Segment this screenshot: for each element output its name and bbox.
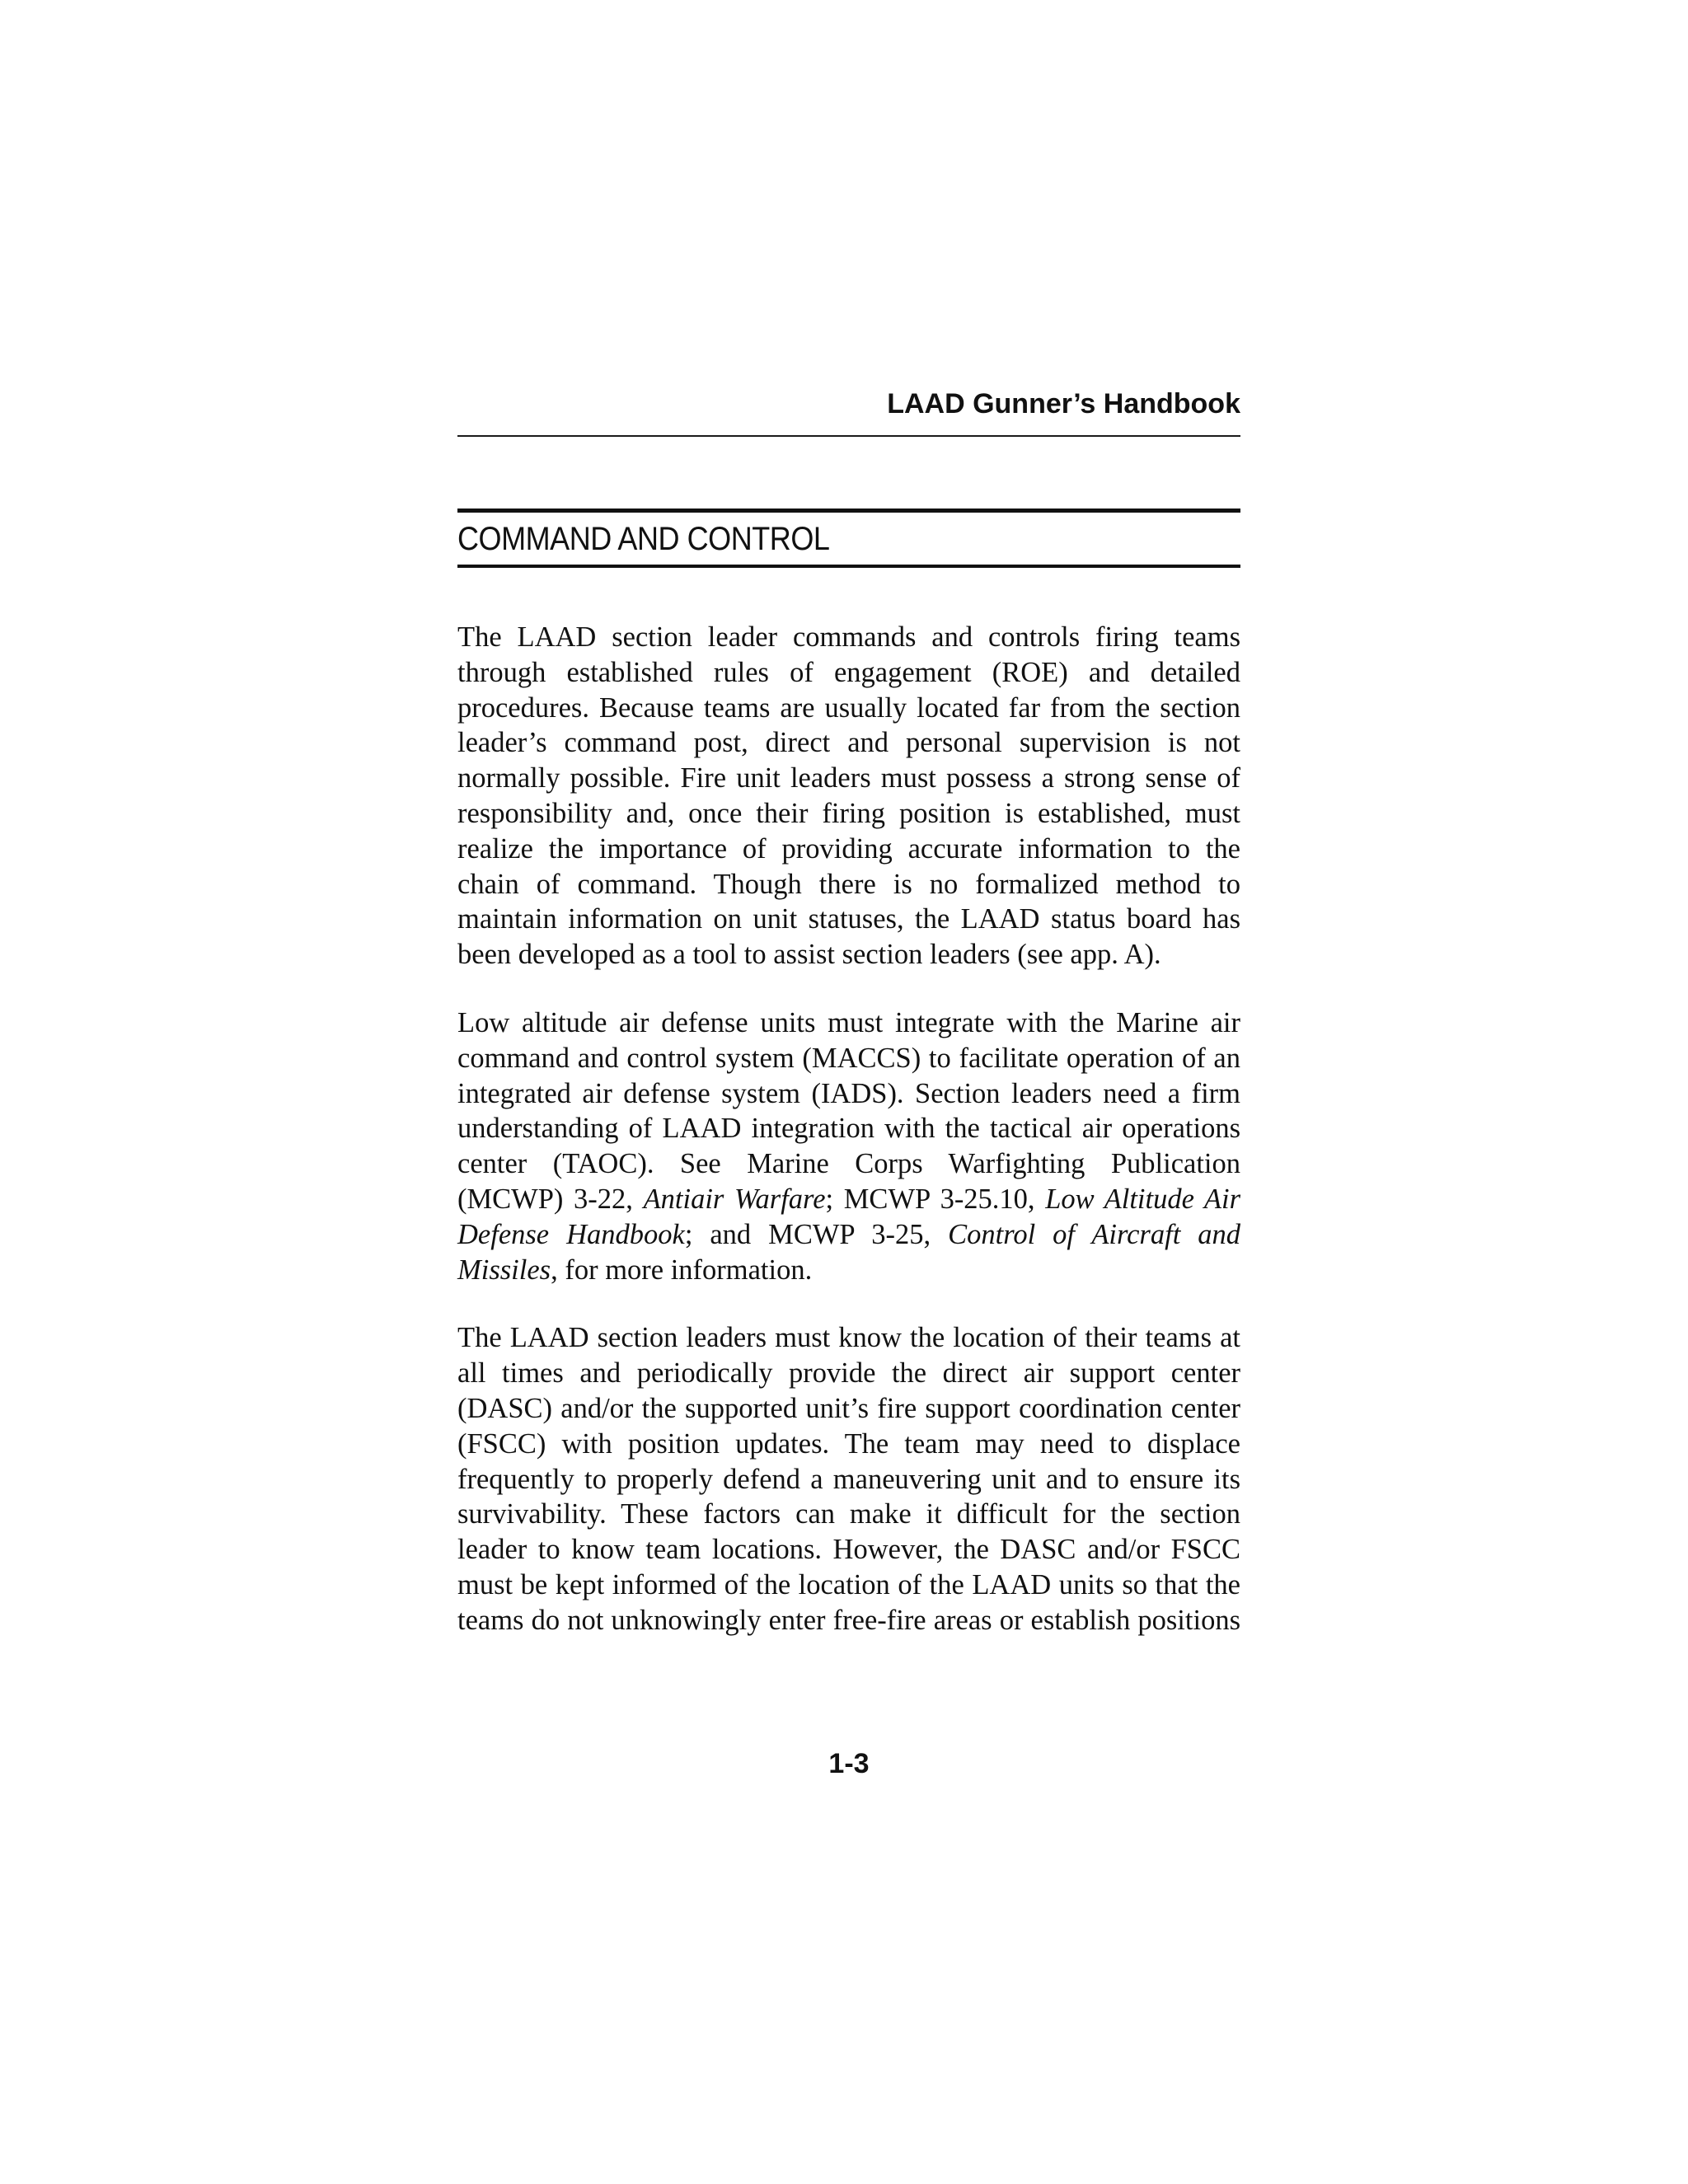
section-bottom-rule	[457, 565, 1240, 568]
paragraph-2	[457, 1005, 1240, 1287]
section-top-rule	[457, 509, 1240, 513]
publication-title-laad-handbook: Low Altitude Air Defense Handbook	[457, 1183, 1241, 1250]
section-title: COMMAND AND CONTROL	[457, 521, 830, 557]
paragraph-2-text-3: ; and MCWP 3-25,	[684, 1218, 949, 1250]
running-head-title: LAAD Gunner’s Handbook	[887, 388, 1240, 419]
header-rule	[457, 435, 1240, 437]
page-number: 1-3	[828, 1748, 870, 1779]
publication-title-control-of-aircraft: Control of Aircraft and Missiles	[457, 1218, 1240, 1286]
body-text	[457, 620, 1240, 1638]
publication-title-antiair-warfare: Antiair Warfare	[643, 1183, 826, 1215]
paragraph-2-text-1: Low altitude air defense units must integrate with the Marine air command and control system (MACCS) to facilitate operation of an integrated air defense system (IADS). Section leaders need a firm understanding of LAAD integration with the tactical air operations center (TAOC). See Marine Corps Warfighting Publication (MCWP) 3-22,	[457, 1006, 1240, 1215]
paragraph-2-text-4: , for more information.	[551, 1254, 813, 1286]
paragraph-3: The LAAD section leaders must know the location of their teams at all times and periodically provide the direct air support center (DASC) and/or the supported unit’s fire support coordination center (FSCC) with position updates. The team may need to displace frequently to properly defend a maneuvering unit and to ensure its survivability. These factors can make it difficult for the section leader to know team locations. However, the DASC and/or FSCC must be kept informed of the location of the LAAD units so that the teams do not unknowingly enter free-fire areas or establish positions	[457, 1322, 1240, 1636]
paragraph-2-text-2: ; MCWP 3-25.10,	[825, 1183, 1046, 1215]
paragraph-1: The LAAD section leader commands and controls firing teams through established rules of engagement (ROE) and detailed procedures. Because teams are usually located far from the section leader’s command post, direct and personal supervision is not normally possible. Fire unit leaders must possess a strong sense of responsibility and, once their firing position is established, must realize the importance of providing accurate information to the chain of command. Though there is no formalized method to maintain information on unit statuses, the LAAD status board has been developed as a tool to assist section leaders (see app. A).	[457, 621, 1240, 971]
